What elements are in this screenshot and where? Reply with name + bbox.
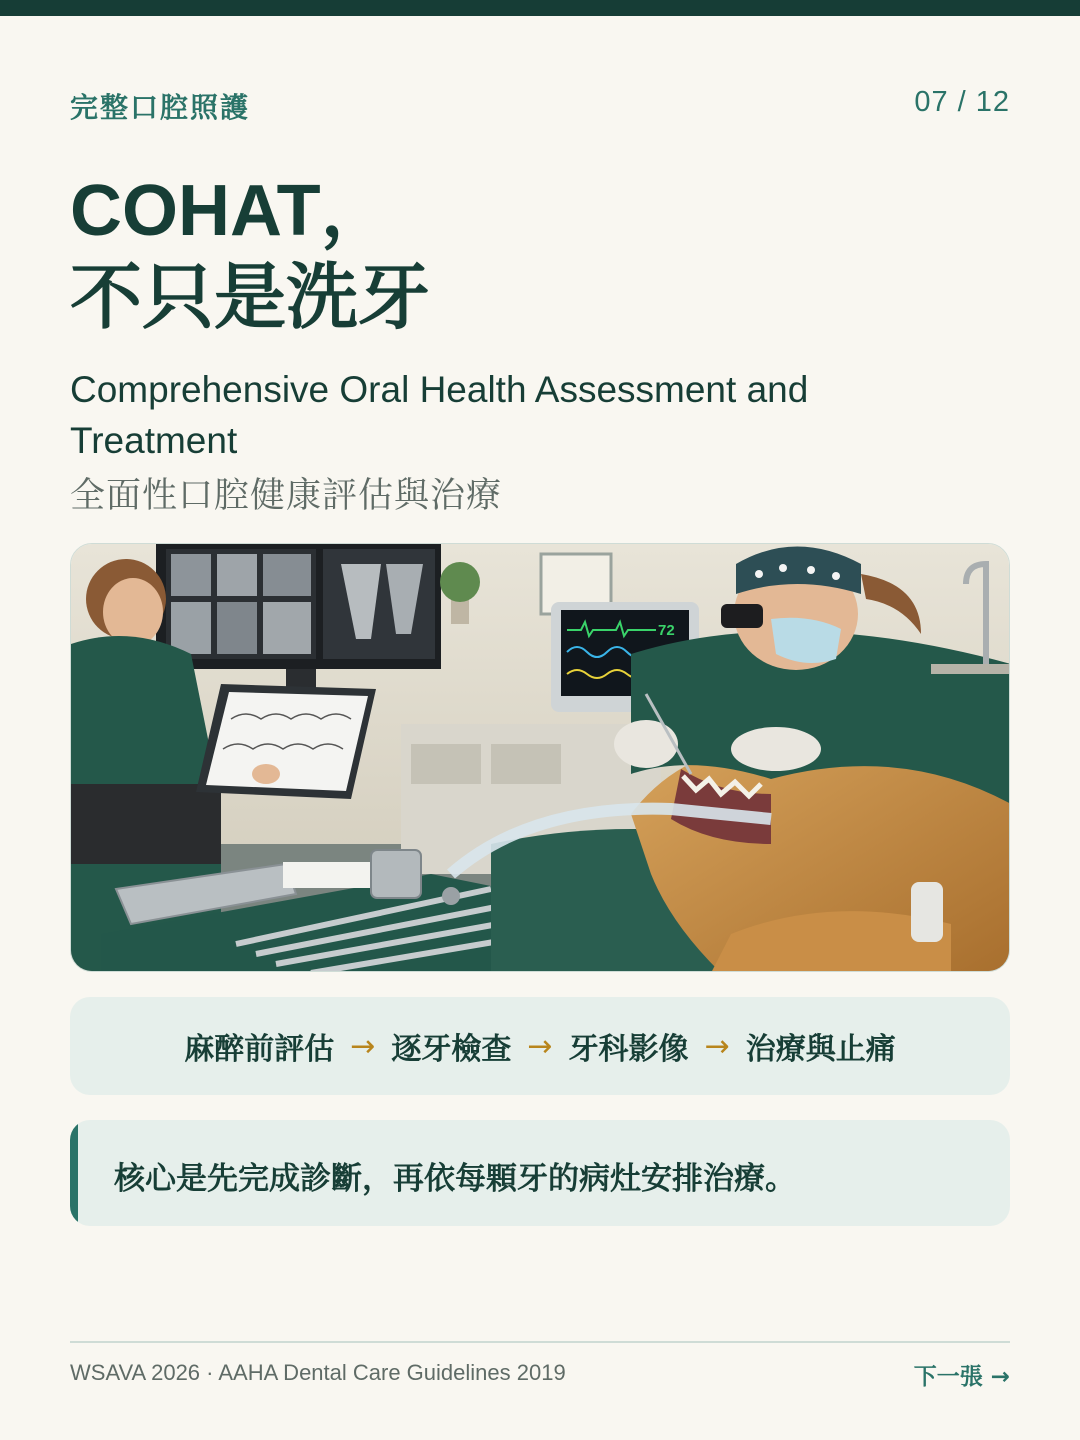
key-point-callout [70, 1120, 1010, 1226]
process-step-treatment: 治療與止痛 [745, 1032, 896, 1067]
process-step-exam: 逐牙檢查 [391, 1032, 512, 1067]
dental-procedure-photo [70, 543, 1010, 972]
callout-accent-bar [70, 1120, 78, 1226]
page-title [70, 168, 430, 340]
callout-text: 核心是先完成診斷，再依每顆牙的病灶安排治療。 [114, 1161, 796, 1197]
title-line-1: COHAT， [70, 171, 393, 251]
subtitle-english: Comprehensive Oral Health Assessment and Treatment [70, 369, 809, 461]
top-accent-bar [0, 0, 1080, 16]
tablet-dental-chart [196, 684, 376, 799]
source-citation: WSAVA 2026 · AAHA Dental Care Guidelines 2019 [70, 1360, 566, 1385]
arrow-right-icon: → [350, 1028, 376, 1064]
cohat-process-flow [70, 997, 1010, 1095]
arrow-right-icon: → [527, 1028, 553, 1064]
subtitle-chinese: 全面性口腔健康評估與治療 [70, 476, 503, 516]
section-label: 完整口腔照護 [70, 91, 251, 124]
title-line-2: 不只是洗牙 [70, 255, 431, 339]
next-slide-link[interactable]: 下一張 → [913, 1364, 1010, 1390]
process-step-imaging: 牙科影像 [568, 1032, 689, 1067]
heart-rate-readout: 72 [658, 622, 675, 639]
process-step-anesthesia: 麻醉前評估 [184, 1032, 335, 1067]
page-indicator: 07 / 12 [914, 86, 1010, 118]
footer-divider [70, 1341, 1010, 1343]
arrow-right-icon: → [704, 1028, 730, 1064]
